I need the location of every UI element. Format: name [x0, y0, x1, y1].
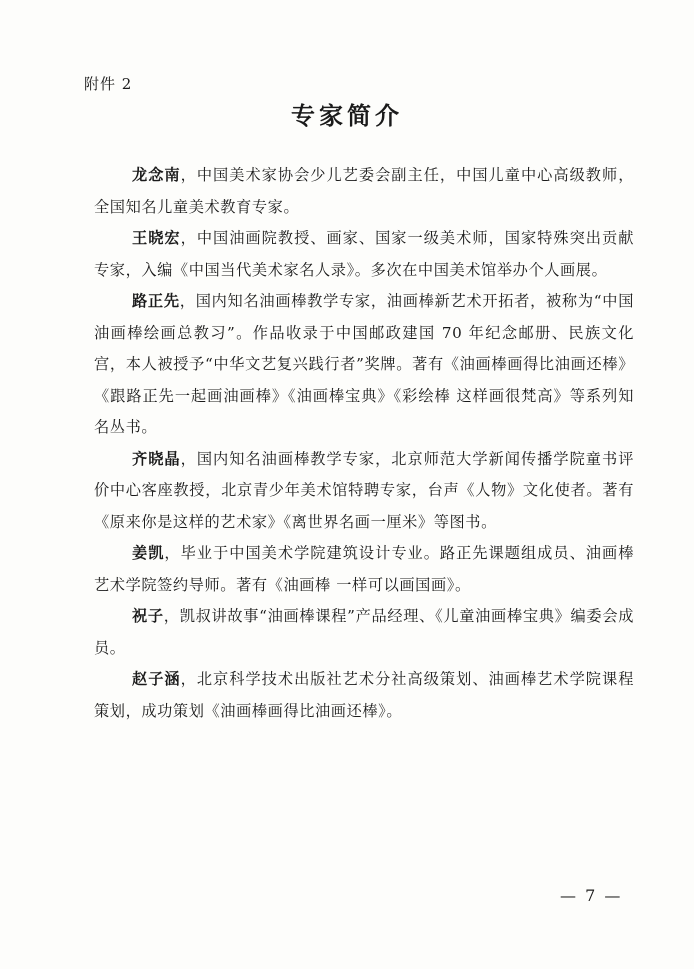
- attachment-label: 附件 2: [84, 75, 133, 93]
- expert-description: ，中国油画院教授、画家、国家一级美术师，国家特殊突出贡献专家，入编《中国当代美术家名人录》。多次在中国美术馆举办个人画展。: [94, 229, 634, 279]
- expert-bio-lu-zhengxian: [94, 286, 634, 444]
- expert-description: ，中国美术家协会少儿艺委会副主任，中国儿童中心高级教师，全国知名儿童美术教育专家。: [94, 166, 634, 216]
- expert-name: 路正先: [132, 292, 180, 310]
- expert-name: 王晓宏: [132, 229, 181, 247]
- expert-description: ，凯叔讲故事“油画棒课程”产品经理、《儿童油画棒宝典》编委会成员。: [94, 607, 634, 657]
- expert-description: ，毕业于中国美术学院建筑设计专业。路正先课题组成员、油画棒艺术学院签约导师。著有《油画棒 一样可以画国画》。: [94, 544, 634, 594]
- expert-name: 龙念南: [132, 166, 181, 184]
- expert-description: ，北京科学技术出版社艺术分社高级策划、油画棒艺术学院课程策划，成功策划《油画棒画得比油画还棒》。: [94, 670, 634, 720]
- expert-description: ，国内知名油画棒教学专家，油画棒新艺术开拓者，被称为“中国油画棒绘画总教习”。作品收录于中国邮政建国 70 年纪念邮册、民族文化宫，本人被授予“中华文艺复兴践行者”奖牌。著有《油画棒画得比油画还棒》《跟路正先一起画油画棒》《油画棒宝典》《彩绘棒 这样画很梵高》等系列知名丛书。: [94, 292, 634, 436]
- expert-bio-jiang-kai: [94, 538, 634, 601]
- expert-bio-long-niannan: [94, 160, 634, 223]
- expert-description: ，国内知名油画棒教学专家，北京师范大学新闻传播学院童书评价中心客座教授，北京青少年美术馆特聘专家，台声《人物》文化使者。著有《原来你是这样的艺术家》《离世界名画一厘米》等图书。: [94, 449, 634, 531]
- expert-name: 姜凯: [132, 544, 165, 562]
- expert-bio-wang-xiaohong: [94, 223, 634, 286]
- page-title: 专家简介: [291, 101, 403, 130]
- expert-bio-zhao-zihan: [94, 664, 634, 727]
- expert-bio-zhu-zi: [94, 601, 634, 664]
- expert-name: 齐晓晶: [132, 449, 181, 468]
- expert-name: 祝子: [132, 607, 164, 625]
- expert-name: 赵子涵: [132, 670, 181, 688]
- expert-bio-list: [94, 160, 634, 727]
- expert-bio-qi-xiaojing: [94, 444, 634, 539]
- page-number: — 7 —: [560, 886, 623, 905]
